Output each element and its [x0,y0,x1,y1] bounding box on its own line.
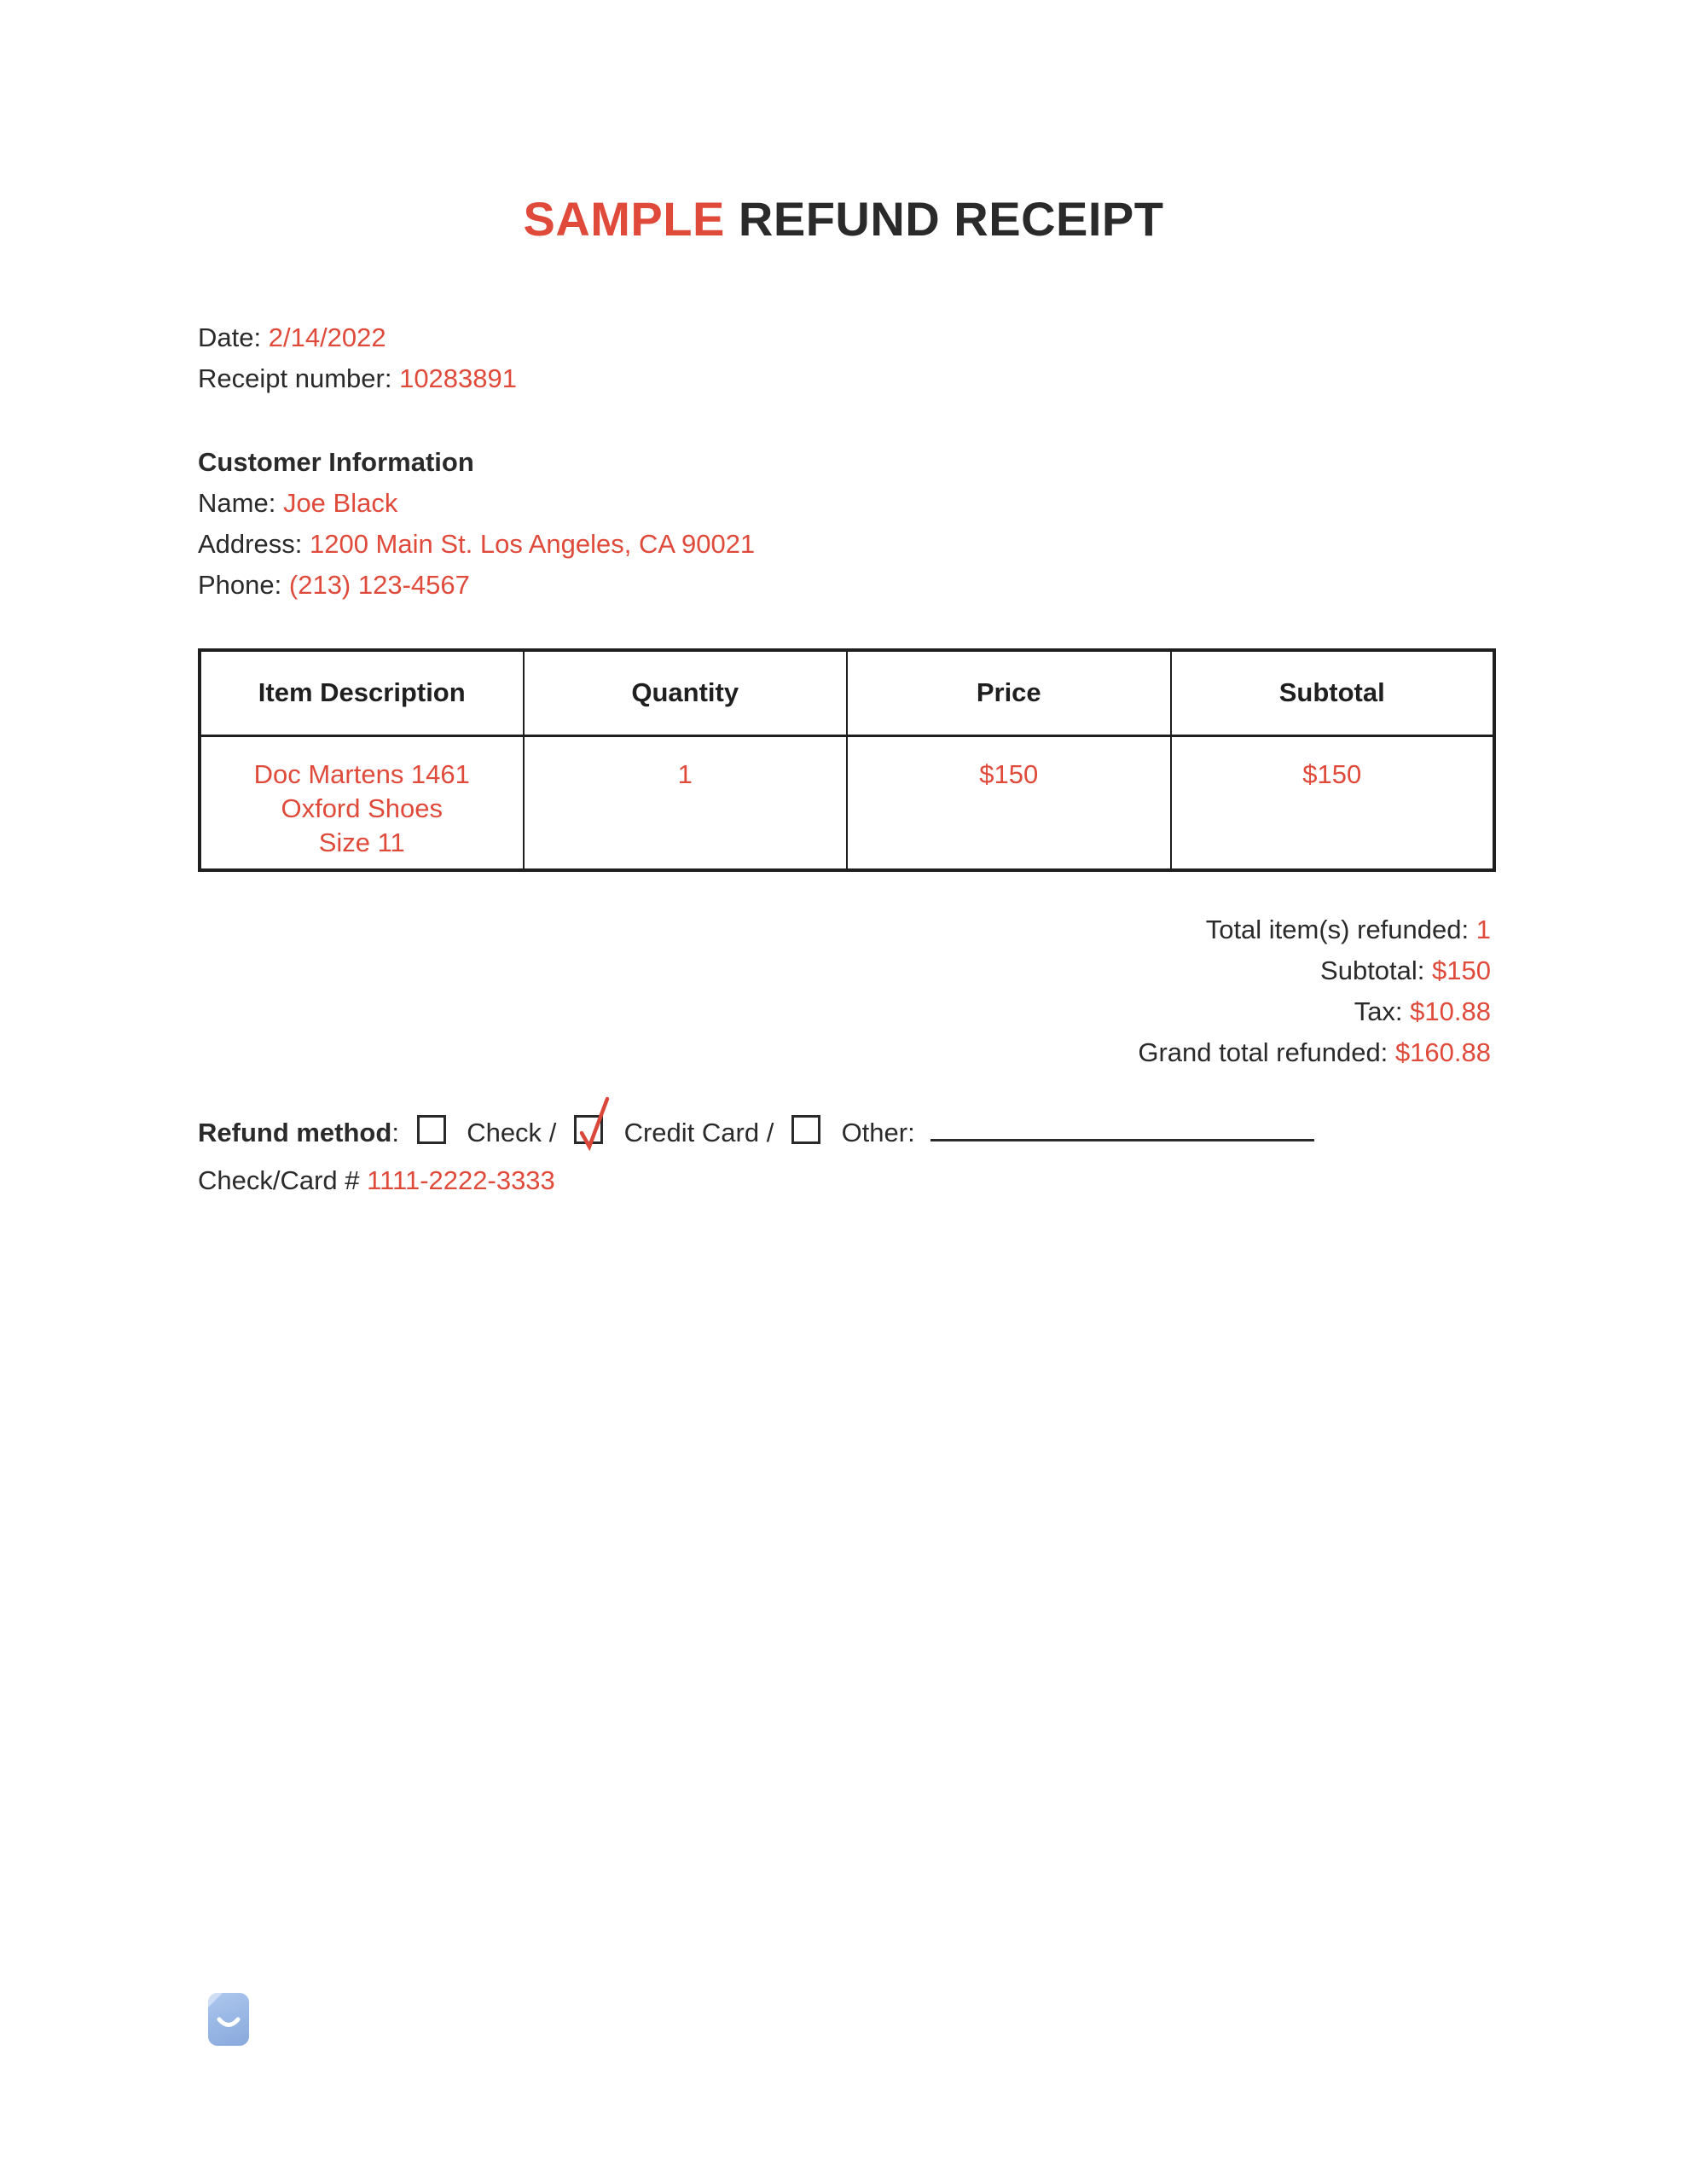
cell-subtotal: $150 [1171,735,1495,870]
tax-label: Tax: [1354,996,1403,1026]
document-assistant-icon[interactable] [208,1993,249,2046]
address-label: Address: [198,529,303,559]
subtotal-value: $150 [1432,956,1491,985]
items-table-header-row [200,650,1494,735]
name-value: Joe Black [282,488,398,518]
tax-value: $10.88 [1410,996,1491,1026]
separator-1: / [548,1118,557,1147]
cell-quantity: 1 [524,735,848,870]
page-title [0,191,1687,247]
customer-phone-line [198,565,755,606]
grand-total-value: $160.88 [1394,1037,1491,1067]
card-number-label: Check/Card # [198,1165,360,1195]
page-title-sample: SAMPLE [523,192,725,246]
receipt-meta [198,317,517,399]
card-number-value: 1111-2222-3333 [367,1165,555,1195]
table-row [200,735,1494,870]
customer-name-line [198,483,755,524]
customer-heading: Customer Information [198,447,474,477]
name-label: Name: [198,488,276,518]
receipt-number-line [198,358,517,399]
totals-summary [1138,909,1491,1073]
total-items-label: Total item(s) refunded: [1205,915,1470,944]
header-price: Price [847,650,1171,735]
item-description-line-1: Doc Martens 1461 [253,758,470,789]
customer-information [198,442,755,606]
item-description-line-3: Size 11 [318,827,405,857]
items-table [198,648,1496,872]
page-title-rest: REFUND RECEIPT [724,192,1164,246]
other-option-label: Other: [841,1118,915,1147]
receipt-number-value: 10283891 [399,363,518,393]
phone-label: Phone: [198,570,282,600]
checkmark-icon [582,1099,607,1147]
credit-card-option-label: Credit Card [623,1118,760,1147]
grand-total-label: Grand total refunded: [1138,1037,1388,1067]
refund-method-label: Refund method [198,1118,392,1147]
date-value: 2/14/2022 [268,322,386,352]
header-item-description: Item Description [200,650,524,735]
phone-value: (213) 123-4567 [288,570,470,600]
check-option-checkbox[interactable] [417,1115,446,1144]
total-items-line [1138,909,1491,950]
check-option-label: Check [467,1118,542,1147]
credit-card-option-checkbox[interactable] [574,1115,603,1144]
refund-method-section [198,1111,1314,1201]
subtotal-label: Subtotal: [1320,956,1425,985]
date-line [198,317,517,358]
tax-line [1138,991,1491,1032]
other-fill-in-line[interactable] [930,1111,1314,1141]
grand-total-line [1138,1032,1491,1073]
receipt-number-label: Receipt number: [198,363,392,393]
smile-icon [208,1993,249,2046]
subtotal-line [1138,950,1491,991]
address-value: 1200 Main St. Los Angeles, CA 90021 [309,529,756,559]
header-subtotal: Subtotal [1171,650,1495,735]
item-description-line-2: Oxford Shoes [281,793,443,823]
total-items-value: 1 [1475,915,1491,944]
refund-method-colon: : [391,1118,399,1147]
date-label: Date: [198,322,262,352]
cell-item-description [200,735,524,870]
customer-address-line [198,524,755,565]
refund-method-line [198,1111,1314,1153]
other-option-checkbox[interactable] [791,1115,820,1144]
separator-2: / [766,1118,774,1147]
header-quantity: Quantity [524,650,848,735]
card-number-line [198,1160,1314,1201]
cell-price: $150 [847,735,1171,870]
